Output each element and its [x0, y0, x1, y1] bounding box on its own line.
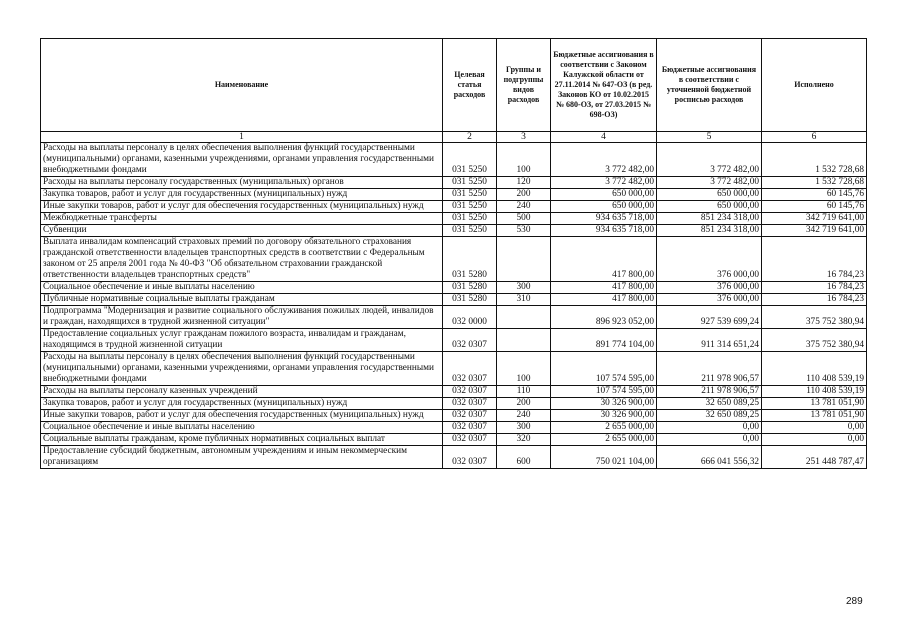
column-number: 6 — [762, 132, 867, 143]
target-article: 032 0307 — [443, 446, 497, 469]
executed-amount: 1 532 728,68 — [762, 177, 867, 189]
target-article: 032 0307 — [443, 329, 497, 352]
row-name: Иные закупки товаров, работ и услуг для обеспечения государственных (муниципальных) нужд — [41, 201, 443, 213]
refined-allocation: 650 000,00 — [657, 201, 762, 213]
law-allocation: 2 655 000,00 — [551, 422, 657, 434]
executed-amount: 16 784,23 — [762, 237, 867, 282]
expense-group — [497, 329, 551, 352]
expense-group: 310 — [497, 294, 551, 306]
target-article: 031 5280 — [443, 237, 497, 282]
table-row — [41, 213, 867, 225]
row-name: Расходы на выплаты персоналу казенных учреждений — [41, 386, 443, 398]
refined-allocation: 211 978 906,57 — [657, 352, 762, 386]
law-allocation: 107 574 595,00 — [551, 386, 657, 398]
table-row — [41, 386, 867, 398]
table-row — [41, 329, 867, 352]
executed-amount: 13 781 051,90 — [762, 398, 867, 410]
law-allocation: 934 635 718,00 — [551, 213, 657, 225]
header-law-allocations: Бюджетные ассигнования в соответствии с Законом Калужской области от 27.11.2014 № 647-ОЗ (в ред. Законов КО от 10.02.2015 № 680-ОЗ, от 27.03.2015 № 698-ОЗ) — [551, 39, 657, 132]
law-allocation: 107 574 595,00 — [551, 352, 657, 386]
row-name: Выплата инвалидам компенсаций страховых премий по договору обязательного страхования гражданской ответственности владельцев транспортных средств в соответствии с Федеральным законом от 25 апреля 2001 года № 40-ФЗ "Об обязательном страховании гражданской ответственности владельцев транспортных средств" — [41, 237, 443, 282]
row-name: Подпрограмма "Модернизация и развитие социального обслуживания пожилых людей, инвалидов и граждан, находящихся в трудной жизненной ситуации" — [41, 306, 443, 329]
target-article: 032 0307 — [443, 398, 497, 410]
table-row — [41, 201, 867, 213]
table-row — [41, 237, 867, 282]
expense-group: 100 — [497, 352, 551, 386]
column-number: 2 — [443, 132, 497, 143]
executed-amount: 60 145,76 — [762, 189, 867, 201]
expense-group: 500 — [497, 213, 551, 225]
table-row — [41, 352, 867, 386]
law-allocation: 417 800,00 — [551, 282, 657, 294]
column-number: 3 — [497, 132, 551, 143]
executed-amount: 16 784,23 — [762, 282, 867, 294]
refined-allocation: 0,00 — [657, 434, 762, 446]
refined-allocation: 851 234 318,00 — [657, 213, 762, 225]
expense-group: 100 — [497, 143, 551, 177]
row-name: Расходы на выплаты персоналу государственных (муниципальных) органов — [41, 177, 443, 189]
header-expense-groups: Группы и подгруппы видов расходов — [497, 39, 551, 132]
law-allocation: 30 326 900,00 — [551, 410, 657, 422]
law-allocation: 30 326 900,00 — [551, 398, 657, 410]
target-article: 031 5280 — [443, 282, 497, 294]
table-row — [41, 306, 867, 329]
refined-allocation: 376 000,00 — [657, 237, 762, 282]
law-allocation: 2 655 000,00 — [551, 434, 657, 446]
row-name: Расходы на выплаты персоналу в целях обеспечения выполнения функций государственными (муниципальными) органами, казенными учреждениями, органами управления государственными внебюджетными фондами — [41, 143, 443, 177]
expense-group: 200 — [497, 398, 551, 410]
target-article: 032 0000 — [443, 306, 497, 329]
executed-amount: 375 752 380,94 — [762, 306, 867, 329]
table-header-row — [41, 39, 867, 132]
expense-group: 600 — [497, 446, 551, 469]
target-article: 032 0307 — [443, 410, 497, 422]
refined-allocation: 0,00 — [657, 422, 762, 434]
refined-allocation: 32 650 089,25 — [657, 398, 762, 410]
expense-group: 300 — [497, 282, 551, 294]
table-row — [41, 225, 867, 237]
refined-allocation: 851 234 318,00 — [657, 225, 762, 237]
row-name: Социальное обеспечение и иные выплаты населению — [41, 282, 443, 294]
refined-allocation: 376 000,00 — [657, 282, 762, 294]
target-article: 031 5250 — [443, 177, 497, 189]
refined-allocation: 32 650 089,25 — [657, 410, 762, 422]
target-article: 031 5250 — [443, 213, 497, 225]
expense-group — [497, 237, 551, 282]
executed-amount: 375 752 380,94 — [762, 329, 867, 352]
budget-report-page — [40, 38, 866, 469]
target-article: 032 0307 — [443, 352, 497, 386]
executed-amount: 13 781 051,90 — [762, 410, 867, 422]
row-name: Межбюджетные трансферты — [41, 213, 443, 225]
expense-group — [497, 306, 551, 329]
expense-group: 320 — [497, 434, 551, 446]
row-name: Социальные выплаты гражданам, кроме публичных нормативных социальных выплат — [41, 434, 443, 446]
target-article: 031 5250 — [443, 189, 497, 201]
column-number-row — [41, 132, 867, 143]
expense-group: 200 — [497, 189, 551, 201]
law-allocation: 934 635 718,00 — [551, 225, 657, 237]
table-row — [41, 143, 867, 177]
column-number: 5 — [657, 132, 762, 143]
target-article: 031 5250 — [443, 143, 497, 177]
executed-amount: 16 784,23 — [762, 294, 867, 306]
table-row — [41, 422, 867, 434]
row-name: Иные закупки товаров, работ и услуг для обеспечения государственных (муниципальных) нужд — [41, 410, 443, 422]
expense-group: 120 — [497, 177, 551, 189]
law-allocation: 417 800,00 — [551, 237, 657, 282]
header-target-article: Целевая статья расходов — [443, 39, 497, 132]
law-allocation: 3 772 482,00 — [551, 143, 657, 177]
table-row — [41, 434, 867, 446]
table-row — [41, 294, 867, 306]
law-allocation: 891 774 104,00 — [551, 329, 657, 352]
header-executed: Исполнено — [762, 39, 867, 132]
executed-amount: 342 719 641,00 — [762, 225, 867, 237]
expense-group: 110 — [497, 386, 551, 398]
target-article: 032 0307 — [443, 386, 497, 398]
row-name: Предоставление субсидий бюджетным, автономным учреждениям и иным некоммерческим организациям — [41, 446, 443, 469]
table-row — [41, 282, 867, 294]
table-row — [41, 410, 867, 422]
header-name: Наименование — [41, 39, 443, 132]
law-allocation: 3 772 482,00 — [551, 177, 657, 189]
refined-allocation: 650 000,00 — [657, 189, 762, 201]
executed-amount: 0,00 — [762, 422, 867, 434]
budget-execution-table — [40, 38, 867, 469]
header-refined-allocations: Бюджетные ассигнования в соответствии с уточненной бюджетной росписью расходов — [657, 39, 762, 132]
law-allocation: 750 021 104,00 — [551, 446, 657, 469]
column-number: 4 — [551, 132, 657, 143]
refined-allocation: 3 772 482,00 — [657, 143, 762, 177]
refined-allocation: 3 772 482,00 — [657, 177, 762, 189]
target-article: 031 5250 — [443, 225, 497, 237]
refined-allocation: 911 314 651,24 — [657, 329, 762, 352]
refined-allocation: 211 978 906,57 — [657, 386, 762, 398]
executed-amount: 110 408 539,19 — [762, 386, 867, 398]
table-row — [41, 189, 867, 201]
law-allocation: 417 800,00 — [551, 294, 657, 306]
row-name: Публичные нормативные социальные выплаты гражданам — [41, 294, 443, 306]
refined-allocation: 927 539 699,24 — [657, 306, 762, 329]
expense-group: 240 — [497, 410, 551, 422]
page-number: 289 — [846, 596, 863, 607]
executed-amount: 1 532 728,68 — [762, 143, 867, 177]
row-name: Социальное обеспечение и иные выплаты населению — [41, 422, 443, 434]
target-article: 032 0307 — [443, 434, 497, 446]
refined-allocation: 666 041 556,32 — [657, 446, 762, 469]
row-name: Субвенции — [41, 225, 443, 237]
table-row — [41, 446, 867, 469]
row-name: Закупка товаров, работ и услуг для государственных (муниципальных) нужд — [41, 398, 443, 410]
law-allocation: 650 000,00 — [551, 201, 657, 213]
executed-amount: 110 408 539,19 — [762, 352, 867, 386]
row-name: Закупка товаров, работ и услуг для государственных (муниципальных) нужд — [41, 189, 443, 201]
executed-amount: 60 145,76 — [762, 201, 867, 213]
target-article: 031 5280 — [443, 294, 497, 306]
executed-amount: 0,00 — [762, 434, 867, 446]
row-name: Предоставление социальных услуг гражданам пожилого возраста, инвалидам и гражданам, находящимся в трудной жизненной ситуации — [41, 329, 443, 352]
target-article: 032 0307 — [443, 422, 497, 434]
law-allocation: 650 000,00 — [551, 189, 657, 201]
expense-group: 240 — [497, 201, 551, 213]
executed-amount: 251 448 787,47 — [762, 446, 867, 469]
target-article: 031 5250 — [443, 201, 497, 213]
expense-group: 300 — [497, 422, 551, 434]
executed-amount: 342 719 641,00 — [762, 213, 867, 225]
table-row — [41, 177, 867, 189]
column-number: 1 — [41, 132, 443, 143]
refined-allocation: 376 000,00 — [657, 294, 762, 306]
row-name: Расходы на выплаты персоналу в целях обеспечения выполнения функций государственными (муниципальными) органами, казенными учреждениями, органами управления государственными внебюджетными фондами — [41, 352, 443, 386]
table-row — [41, 398, 867, 410]
expense-group: 530 — [497, 225, 551, 237]
law-allocation: 896 923 052,00 — [551, 306, 657, 329]
